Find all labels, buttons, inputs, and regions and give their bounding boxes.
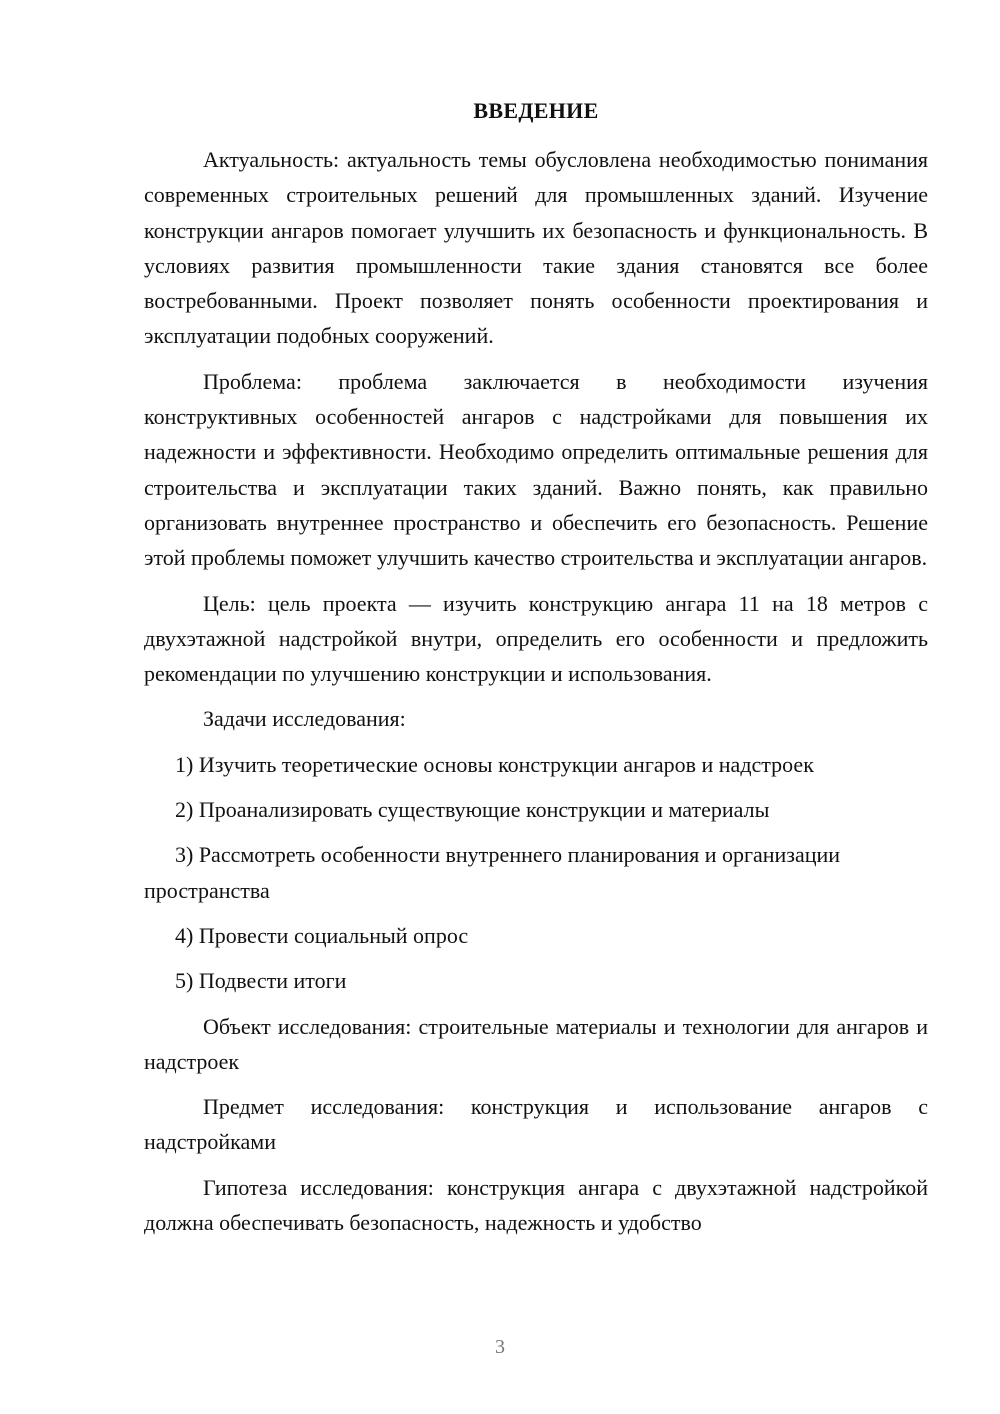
document-page bbox=[144, 0, 928, 1414]
document-body bbox=[144, 142, 928, 1250]
problem-paragraph: Проблема: проблема заключается в необходимости изучения конструктивных особенностей ангаров с надстройками для повышения их надежности и эффективности. Необходимо определить оптимальные решения для строительства и эксплуатации таких зданий. Важно понять, как правильно организовать внутреннее пространство и обеспечить его безопасность. Решение этой проблемы поможет улучшить качество строительства и эксплуатации ангаров. bbox=[144, 368, 928, 571]
hypothesis-paragraph: Гипотеза исследования: конструкция ангара с двухэтажной надстройкой должна обеспечивать безопасность, надежность и удобство bbox=[144, 1174, 928, 1236]
subject-paragraph: Предмет исследования: конструкция и использование ангаров с надстройками bbox=[144, 1094, 928, 1155]
goal-paragraph: Цель: цель проекта — изучить конструкцию ангара 11 на 18 метров с двухэтажной надстройкой внутри, определить его особенности и предложить рекомендации по улучшению конструкции и использования. bbox=[144, 590, 928, 687]
task-item: 2) Проанализировать существующие конструкции и материалы bbox=[175, 797, 770, 823]
page-number: 3 bbox=[495, 1336, 505, 1358]
object-paragraph: Объект исследования: строительные материалы и технологии для ангаров и надстроек bbox=[144, 1013, 928, 1074]
task-item: 5) Подвести итоги bbox=[175, 968, 347, 994]
tasks-heading: Задачи исследования: bbox=[203, 706, 406, 732]
page-title: ВВЕДЕНИЕ bbox=[473, 98, 599, 123]
task-item: 3) Рассмотреть особенности внутреннего планирования и организации пространства bbox=[144, 842, 841, 903]
task-item: 4) Провести социальный опрос bbox=[175, 922, 469, 948]
task-item: 1) Изучить теоретические основы конструкции ангаров и надстроек bbox=[175, 751, 814, 777]
relevance-paragraph: Актуальность: актуальность темы обусловлена необходимостью понимания современных строительных решений для промышленных зданий. Изучение конструкции ангаров помогает улучшить их безопасность и функциональность. В условиях развития промышленности такие здания становятся все более востребованными. Проект позволяет понять особенности проектирования и эксплуатации подобных сооружений. bbox=[144, 147, 928, 349]
